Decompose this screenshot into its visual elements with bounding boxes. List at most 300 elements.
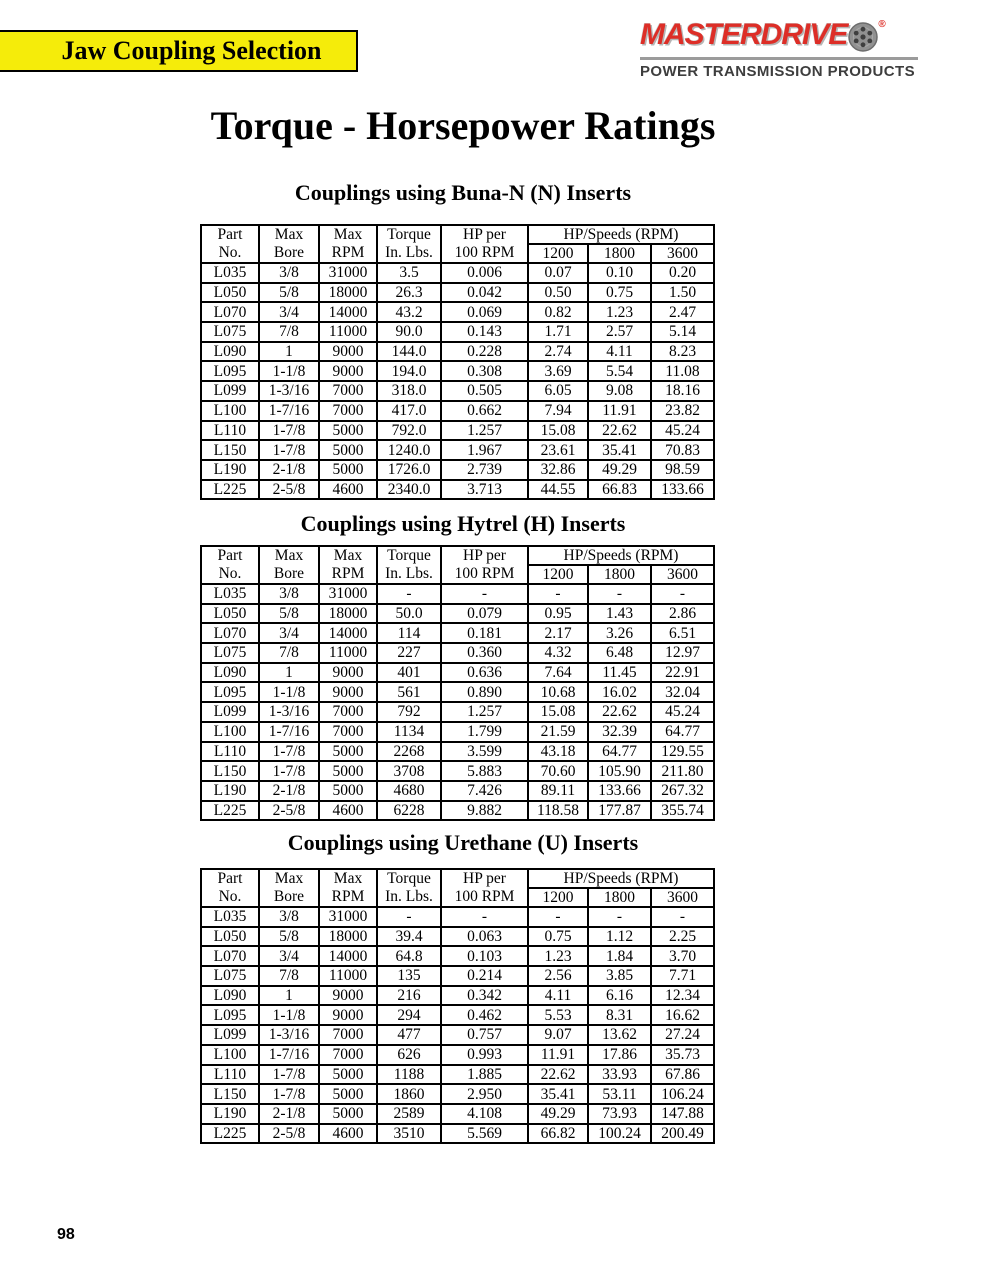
table-cell: 5000 [319,1065,377,1085]
table-row [201,946,714,966]
table-cell: 1.71 [528,322,588,342]
table-cell: 89.11 [528,781,588,801]
column-header-speed: 1200 [528,888,588,907]
table-cell: 0.50 [528,283,588,303]
column-header-speed: 1800 [588,565,651,584]
table-cell: 3.70 [651,946,714,966]
table-cell: 1-7/8 [259,742,319,762]
table-cell: 9000 [319,682,377,702]
table-cell: 2589 [377,1104,441,1124]
table-cell: 4600 [319,1124,377,1144]
table-cell: L090 [201,986,259,1006]
column-header: Part No. [201,546,259,584]
table-cell: 401 [377,663,441,683]
table-cell: 23.61 [528,440,588,460]
table-cell: 43.18 [528,742,588,762]
table-cell: L100 [201,1045,259,1065]
table-cell: L050 [201,283,259,303]
registered-trademark-symbol: ® [878,19,886,30]
table-cell: 1-3/16 [259,381,319,401]
table-row [201,1084,714,1104]
table-cell: 2-5/8 [259,1124,319,1144]
table-cell: 7000 [319,702,377,722]
table-cell: 5000 [319,421,377,441]
column-header: Max RPM [319,225,377,263]
table-cell: 6.16 [588,986,651,1006]
table-cell: L099 [201,702,259,722]
table-cell: L075 [201,966,259,986]
table-cell: 5/8 [259,604,319,624]
table-cell: 26.3 [377,283,441,303]
torque-table-urethane [200,868,715,1144]
table-cell: 1 [259,986,319,1006]
table-cell: 17.86 [588,1045,651,1065]
table-cell: 23.82 [651,401,714,421]
table-cell: 5.53 [528,1005,588,1025]
table-cell: 4.108 [441,1104,528,1124]
table-cell: 50.0 [377,604,441,624]
table-cell: 216 [377,986,441,1006]
table-cell: 1-3/16 [259,702,319,722]
table-cell: 5/8 [259,927,319,947]
table-cell: - [441,584,528,604]
table-row [201,986,714,1006]
table-cell: 417.0 [377,401,441,421]
table-cell: 1.12 [588,927,651,947]
table-cell: 49.29 [528,1104,588,1124]
table-cell: L050 [201,604,259,624]
table-cell: 15.08 [528,421,588,441]
table-cell: 5/8 [259,283,319,303]
table-cell: 9.07 [528,1025,588,1045]
table-cell: 45.24 [651,702,714,722]
table-cell: 5.14 [651,322,714,342]
table-cell: 27.24 [651,1025,714,1045]
table-cell: 7.64 [528,663,588,683]
table-cell: 177.87 [588,801,651,821]
column-header-hp-speeds-group: HP/Speeds (RPM) [528,546,714,565]
table-row [201,623,714,643]
table-cell: 16.02 [588,682,651,702]
table-row [201,966,714,986]
table-cell: 13.62 [588,1025,651,1045]
table-cell: 4.32 [528,643,588,663]
table-cell: 0.95 [528,604,588,624]
page-title: Torque - Horsepower Ratings [210,103,716,148]
table-cell: 0.82 [528,302,588,322]
table-row [201,604,714,624]
table-body [201,584,714,820]
column-header: Torque In. Lbs. [377,869,441,907]
column-header: Max RPM [319,546,377,584]
table-cell: 5000 [319,1104,377,1124]
table-cell: 1.84 [588,946,651,966]
table-cell: L100 [201,722,259,742]
table-cell: L110 [201,742,259,762]
table-cell: 90.0 [377,322,441,342]
table-row [201,302,714,322]
table-cell: 64.77 [588,742,651,762]
table-cell: 147.88 [651,1104,714,1124]
table-cell: 1.885 [441,1065,528,1085]
table-cell: - [588,584,651,604]
table-cell: 98.59 [651,460,714,480]
table-cell: 1.43 [588,604,651,624]
table-cell: - [651,907,714,927]
table-cell: 45.24 [651,421,714,441]
table-cell: - [651,584,714,604]
table-cell: 2340.0 [377,480,441,500]
table-cell: 11000 [319,322,377,342]
column-header: Max Bore [259,869,319,907]
table-row [201,283,714,303]
table-cell: 1.23 [528,946,588,966]
table-cell: 211.80 [651,761,714,781]
column-header-speed: 1200 [528,565,588,584]
column-header: HP per 100 RPM [441,546,528,584]
table-cell: 133.66 [588,781,651,801]
table-cell: 18000 [319,604,377,624]
table-cell: 133.66 [651,480,714,500]
table-cell: L090 [201,342,259,362]
table-cell: 3/8 [259,907,319,927]
table-cell: L070 [201,302,259,322]
table-cell: 9000 [319,663,377,683]
table-cell: 0.505 [441,381,528,401]
table-cell: 0.342 [441,986,528,1006]
table-cell: 0.07 [528,263,588,283]
table-cell: 7000 [319,381,377,401]
table-cell: 53.11 [588,1084,651,1104]
table-cell: 7/8 [259,966,319,986]
table-cell: 11.45 [588,663,651,683]
table-cell: L225 [201,480,259,500]
table-cell: - [377,907,441,927]
column-header-speed: 1800 [588,888,651,907]
table-cell: 6228 [377,801,441,821]
table-cell: 9.08 [588,381,651,401]
table-body [201,263,714,499]
table-head [201,225,714,263]
table-cell: 0.228 [441,342,528,362]
table-row [201,342,714,362]
table-cell: L050 [201,927,259,947]
table-cell: L075 [201,322,259,342]
column-header-speed: 3600 [651,888,714,907]
table-cell: 0.75 [528,927,588,947]
table-cell: 477 [377,1025,441,1045]
table-cell: L035 [201,263,259,283]
table-cell: 0.006 [441,263,528,283]
table-cell: 792.0 [377,421,441,441]
table-cell: 0.75 [588,283,651,303]
table-cell: 1-7/8 [259,1084,319,1104]
table-cell: 9000 [319,361,377,381]
table-cell: 2.47 [651,302,714,322]
table-cell: - [441,907,528,927]
masterdrive-logo [640,16,930,80]
table-cell: 4600 [319,480,377,500]
table-cell: 22.62 [528,1065,588,1085]
table-cell: 18000 [319,927,377,947]
table-cell: 2-5/8 [259,480,319,500]
column-header: Max Bore [259,546,319,584]
table-cell: 1 [259,342,319,362]
table-cell: L035 [201,907,259,927]
table-cell: 66.83 [588,480,651,500]
table-cell: 561 [377,682,441,702]
table-row [201,440,714,460]
column-header: Part No. [201,225,259,263]
table-cell: 14000 [319,302,377,322]
table-cell: 70.83 [651,440,714,460]
brand-wordmark: MASTERDRIVE [640,18,848,51]
table-row [201,722,714,742]
table-cell: 355.74 [651,801,714,821]
table-cell: 2268 [377,742,441,762]
table-cell: 10.68 [528,682,588,702]
table-cell: 2.74 [528,342,588,362]
table-cell: L099 [201,381,259,401]
table-cell: 267.32 [651,781,714,801]
table-cell: 7000 [319,1045,377,1065]
table-cell: 129.55 [651,742,714,762]
table-row [201,682,714,702]
table-cell: - [528,907,588,927]
table-cell: 2.25 [651,927,714,947]
logo-divider [640,57,918,60]
table-row [201,663,714,683]
table-cell: 3/8 [259,584,319,604]
column-header: HP per 100 RPM [441,225,528,263]
table-cell: L190 [201,781,259,801]
table-row [201,761,714,781]
table-cell: 16.62 [651,1005,714,1025]
table-cell: 4600 [319,801,377,821]
table-row [201,460,714,480]
table-cell: 2.739 [441,460,528,480]
column-header: Torque In. Lbs. [377,225,441,263]
table-cell: 22.62 [588,702,651,722]
table-cell: 9000 [319,986,377,1006]
torque-table-hytrel [200,545,715,821]
table-cell: 7.71 [651,966,714,986]
table-cell: 1726.0 [377,460,441,480]
table-cell: 12.97 [651,643,714,663]
table-cell: 5.54 [588,361,651,381]
table-cell: 0.103 [441,946,528,966]
table-cell: 2-1/8 [259,781,319,801]
column-header-speed: 1200 [528,244,588,263]
table-cell: 9000 [319,1005,377,1025]
page-banner: Jaw Coupling Selection [0,30,358,72]
table-cell: 200.49 [651,1124,714,1144]
table-cell: 1-7/16 [259,1045,319,1065]
table-row [201,1005,714,1025]
table-cell: 100.24 [588,1124,651,1144]
column-header-hp-speeds-group: HP/Speeds (RPM) [528,869,714,888]
table-cell: 7.94 [528,401,588,421]
table-cell: 7/8 [259,643,319,663]
table-cell: 227 [377,643,441,663]
table-cell: 3.69 [528,361,588,381]
table-cell: 1.967 [441,440,528,460]
table-cell: 31000 [319,263,377,283]
table-cell: 0.069 [441,302,528,322]
table-cell: 4.11 [588,342,651,362]
table-cell: - [588,907,651,927]
table-cell: 1.799 [441,722,528,742]
column-header: HP per 100 RPM [441,869,528,907]
table-title-urethane: Couplings using Urethane (U) Inserts [287,830,639,855]
table-row [201,1065,714,1085]
table-cell: 1-1/8 [259,682,319,702]
table-cell: 2-1/8 [259,1104,319,1124]
table-cell: 0.214 [441,966,528,986]
table-cell: L095 [201,682,259,702]
table-cell: 1860 [377,1084,441,1104]
logo-tagline: POWER TRANSMISSION PRODUCTS [640,63,915,80]
table-row [201,1104,714,1124]
table-head [201,869,714,907]
table-cell: 3.26 [588,623,651,643]
table-cell: L150 [201,440,259,460]
table-cell: 22.62 [588,421,651,441]
table-cell: 3.85 [588,966,651,986]
table-row [201,381,714,401]
table-cell: 18.16 [651,381,714,401]
table-cell: 5.883 [441,761,528,781]
column-header: Torque In. Lbs. [377,546,441,584]
table-cell: 2.57 [588,322,651,342]
table-cell: L190 [201,1104,259,1124]
table-title-hytrel: Couplings using Hytrel (H) Inserts [300,511,626,536]
table-cell: 0.10 [588,263,651,283]
table-cell: 1.23 [588,302,651,322]
table-cell: 1240.0 [377,440,441,460]
table-cell: 6.05 [528,381,588,401]
column-header: Max Bore [259,225,319,263]
table-cell: 7/8 [259,322,319,342]
table-cell: 32.39 [588,722,651,742]
table-cell: 8.31 [588,1005,651,1025]
table-cell: 0.181 [441,623,528,643]
table-cell: 1-1/8 [259,1005,319,1025]
table-cell: 7000 [319,722,377,742]
table-cell: 70.60 [528,761,588,781]
table-body [201,907,714,1143]
table-title-buna-n: Couplings using Buna-N (N) Inserts [294,180,632,205]
table-cell: 3/4 [259,946,319,966]
table-cell: 1-7/8 [259,440,319,460]
table-cell: 1-7/8 [259,761,319,781]
table-cell: L070 [201,623,259,643]
table-row [201,1124,714,1144]
table-cell: 3/8 [259,263,319,283]
table-cell: L100 [201,401,259,421]
table-row [201,801,714,821]
table-row [201,361,714,381]
table-cell: 35.41 [588,440,651,460]
table-cell: L075 [201,643,259,663]
column-header: Max RPM [319,869,377,907]
table-cell: - [377,584,441,604]
column-header: Part No. [201,869,259,907]
coupling-disc-icon [848,22,878,52]
table-cell: L095 [201,361,259,381]
table-cell: 6.48 [588,643,651,663]
table-cell: L110 [201,1065,259,1085]
table-row [201,421,714,441]
column-header-speed: 3600 [651,565,714,584]
table-cell: 3708 [377,761,441,781]
table-cell: 43.2 [377,302,441,322]
table-cell: 7.426 [441,781,528,801]
table-cell: 11.91 [528,1045,588,1065]
table-cell: 31000 [319,584,377,604]
table-cell: 3/4 [259,302,319,322]
table-cell: 9000 [319,342,377,362]
table-cell: 106.24 [651,1084,714,1104]
table-cell: 1-7/8 [259,1065,319,1085]
table-row [201,1025,714,1045]
table-cell: 2.56 [528,966,588,986]
table-cell: L225 [201,1124,259,1144]
table-cell: 35.41 [528,1084,588,1104]
table-cell: L150 [201,761,259,781]
table-cell: 66.82 [528,1124,588,1144]
table-cell: 11.08 [651,361,714,381]
table-cell: 49.29 [588,460,651,480]
table-cell: 5.569 [441,1124,528,1144]
table-cell: L190 [201,460,259,480]
column-header-speed: 3600 [651,244,714,263]
table-row [201,702,714,722]
table-cell: 5000 [319,440,377,460]
table-cell: 33.93 [588,1065,651,1085]
table-cell: 4680 [377,781,441,801]
table-cell: 1-7/16 [259,722,319,742]
table-cell: 3.713 [441,480,528,500]
table-cell: 5000 [319,1084,377,1104]
table-cell: 1-7/8 [259,421,319,441]
table-cell: 44.55 [528,480,588,500]
table-cell: 4.11 [528,986,588,1006]
table-cell: 64.8 [377,946,441,966]
table-row [201,1045,714,1065]
table-cell: 0.662 [441,401,528,421]
table-cell: 5000 [319,742,377,762]
table-cell: 135 [377,966,441,986]
table-cell: 15.08 [528,702,588,722]
table-row [201,322,714,342]
table-cell: 31000 [319,907,377,927]
table-cell: 14000 [319,623,377,643]
table-cell: 1-3/16 [259,1025,319,1045]
table-cell: 7000 [319,401,377,421]
table-cell: L035 [201,584,259,604]
table-cell: 626 [377,1045,441,1065]
table-cell: 0.308 [441,361,528,381]
table-cell: 3.599 [441,742,528,762]
column-header-speed: 1800 [588,244,651,263]
table-cell: 144.0 [377,342,441,362]
table-cell: 67.86 [651,1065,714,1085]
table-cell: 6.51 [651,623,714,643]
table-cell: 64.77 [651,722,714,742]
table-cell: 0.462 [441,1005,528,1025]
column-header-hp-speeds-group: HP/Speeds (RPM) [528,225,714,244]
